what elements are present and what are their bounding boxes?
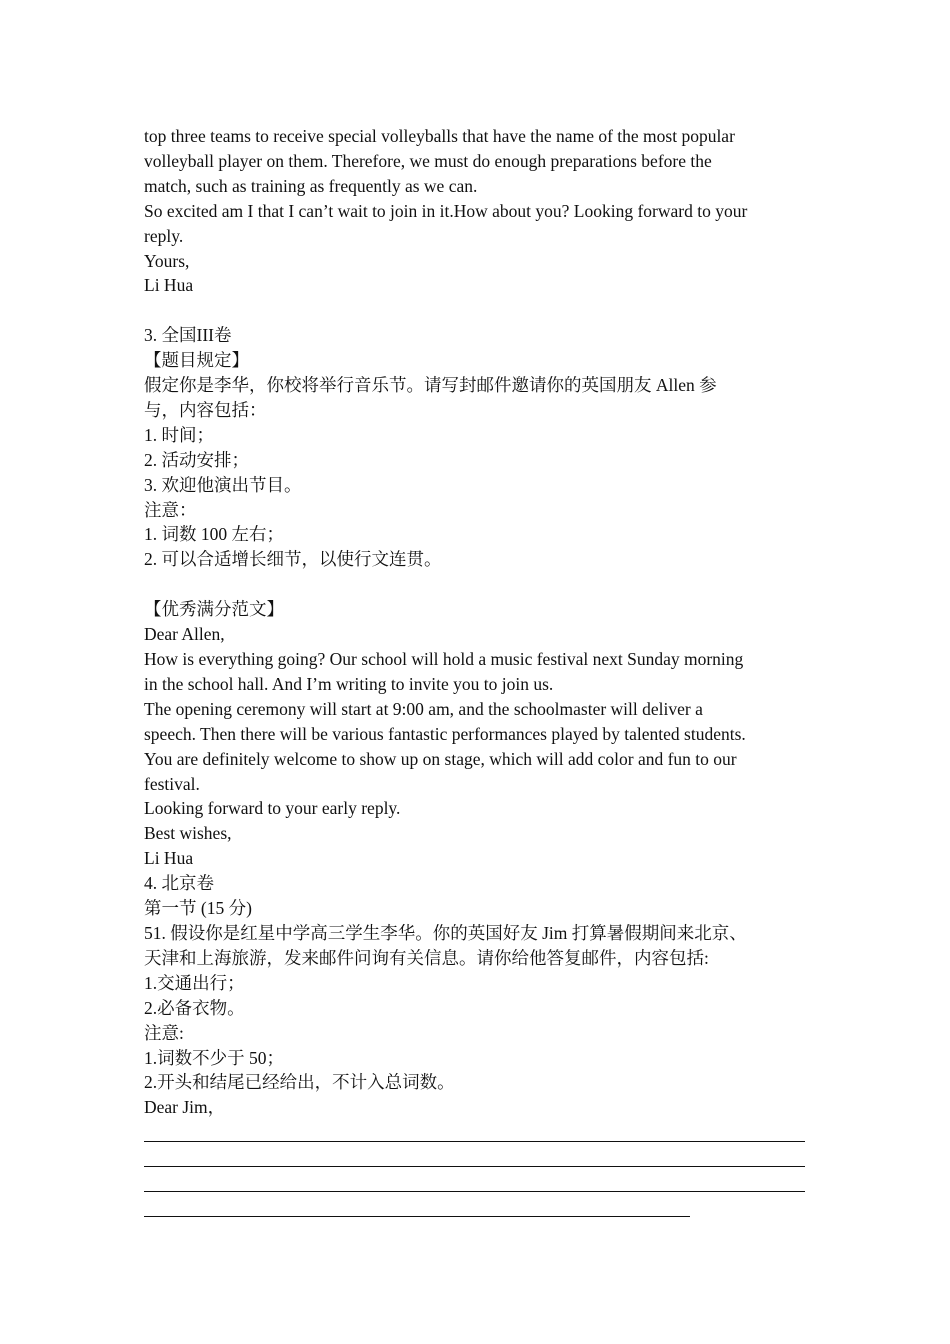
text-line: top three teams to receive special volleyballs that have the name of the most popular bbox=[144, 126, 735, 146]
spacer bbox=[144, 298, 806, 323]
answer-line bbox=[144, 1145, 806, 1170]
section-heading: 4. 北京卷 bbox=[144, 873, 214, 894]
note-label: 注意: bbox=[144, 1022, 184, 1043]
sample-text: speech. Then there will be various fantastic performances played by talented students. bbox=[144, 723, 746, 744]
question-text: 51. 假设你是红星中学高三学生李华。你的英国好友 Jim 打算暑假期间来北京、 bbox=[144, 922, 747, 943]
task-text: 与，内容包括： bbox=[144, 399, 267, 420]
note-item: 2.开头和结尾已经给出，不计入总词数。 bbox=[144, 1072, 455, 1093]
note-item: 1.词数不少于 50； bbox=[144, 1047, 284, 1068]
signature: Li Hua bbox=[144, 275, 194, 296]
sample-text: festival. bbox=[144, 773, 200, 794]
letter-ending bbox=[144, 124, 806, 298]
section-4 bbox=[144, 871, 806, 1220]
sample-text: You are definitely welcome to show up on stage, which will add color and fun to our bbox=[144, 748, 737, 769]
closing: Yours, bbox=[144, 250, 190, 271]
sample-label: 【优秀满分范文】 bbox=[144, 599, 284, 620]
answer-line bbox=[144, 1120, 806, 1145]
part-heading: 第一节 (15 分) bbox=[144, 898, 252, 919]
sample-text: in the school hall. And I’m writing to invite you to join us. bbox=[144, 673, 554, 694]
requirement-item: 1.交通出行； bbox=[144, 972, 245, 993]
spacer bbox=[144, 572, 806, 597]
task-label: 【题目规定】 bbox=[144, 350, 249, 371]
sample-text: Looking forward to your early reply. bbox=[144, 798, 401, 819]
text-line: So excited am I that I can’t wait to join in it.How about you? Looking forward to your bbox=[144, 200, 748, 221]
sample-closing: Best wishes, bbox=[144, 823, 232, 844]
requirement-item: 3. 欢迎他演出节目。 bbox=[144, 474, 302, 495]
text-line: volleyball player on them. Therefore, we must do enough preparations before the bbox=[144, 150, 712, 171]
sample-text: The opening ceremony will start at 9:00 am, and the schoolmaster will deliver a bbox=[144, 698, 703, 719]
sample-greeting: Dear Allen, bbox=[144, 624, 225, 645]
note-item: 2. 可以合适增长细节，以使行文连贯。 bbox=[144, 549, 442, 570]
question-text: 天津和上海旅游，发来邮件问询有关信息。请你给他答复邮件，内容包括: bbox=[144, 947, 709, 968]
text-line: reply. bbox=[144, 225, 184, 246]
text-line: match, such as training as frequently as we can. bbox=[144, 175, 478, 196]
document-page bbox=[144, 124, 806, 1220]
letter-greeting: Dear Jim， bbox=[144, 1097, 226, 1118]
note-item: 1. 词数 100 左右； bbox=[144, 524, 284, 545]
section-heading: 3. 全国III卷 bbox=[144, 325, 232, 346]
requirement-item: 1. 时间； bbox=[144, 424, 214, 445]
note-label: 注意： bbox=[144, 499, 197, 520]
requirement-item: 2.必备衣物。 bbox=[144, 997, 245, 1018]
answer-line bbox=[144, 1170, 806, 1195]
sample-signature: Li Hua bbox=[144, 848, 194, 869]
sample-text: How is everything going? Our school will hold a music festival next Sunday morning bbox=[144, 649, 744, 669]
requirement-item: 2. 活动安排； bbox=[144, 449, 249, 470]
answer-line bbox=[144, 1195, 806, 1220]
task-text: 假定你是李华，你校将举行音乐节。请写封邮件邀请你的英国朋友 Allen 参 bbox=[144, 375, 717, 396]
section-3 bbox=[144, 323, 806, 871]
